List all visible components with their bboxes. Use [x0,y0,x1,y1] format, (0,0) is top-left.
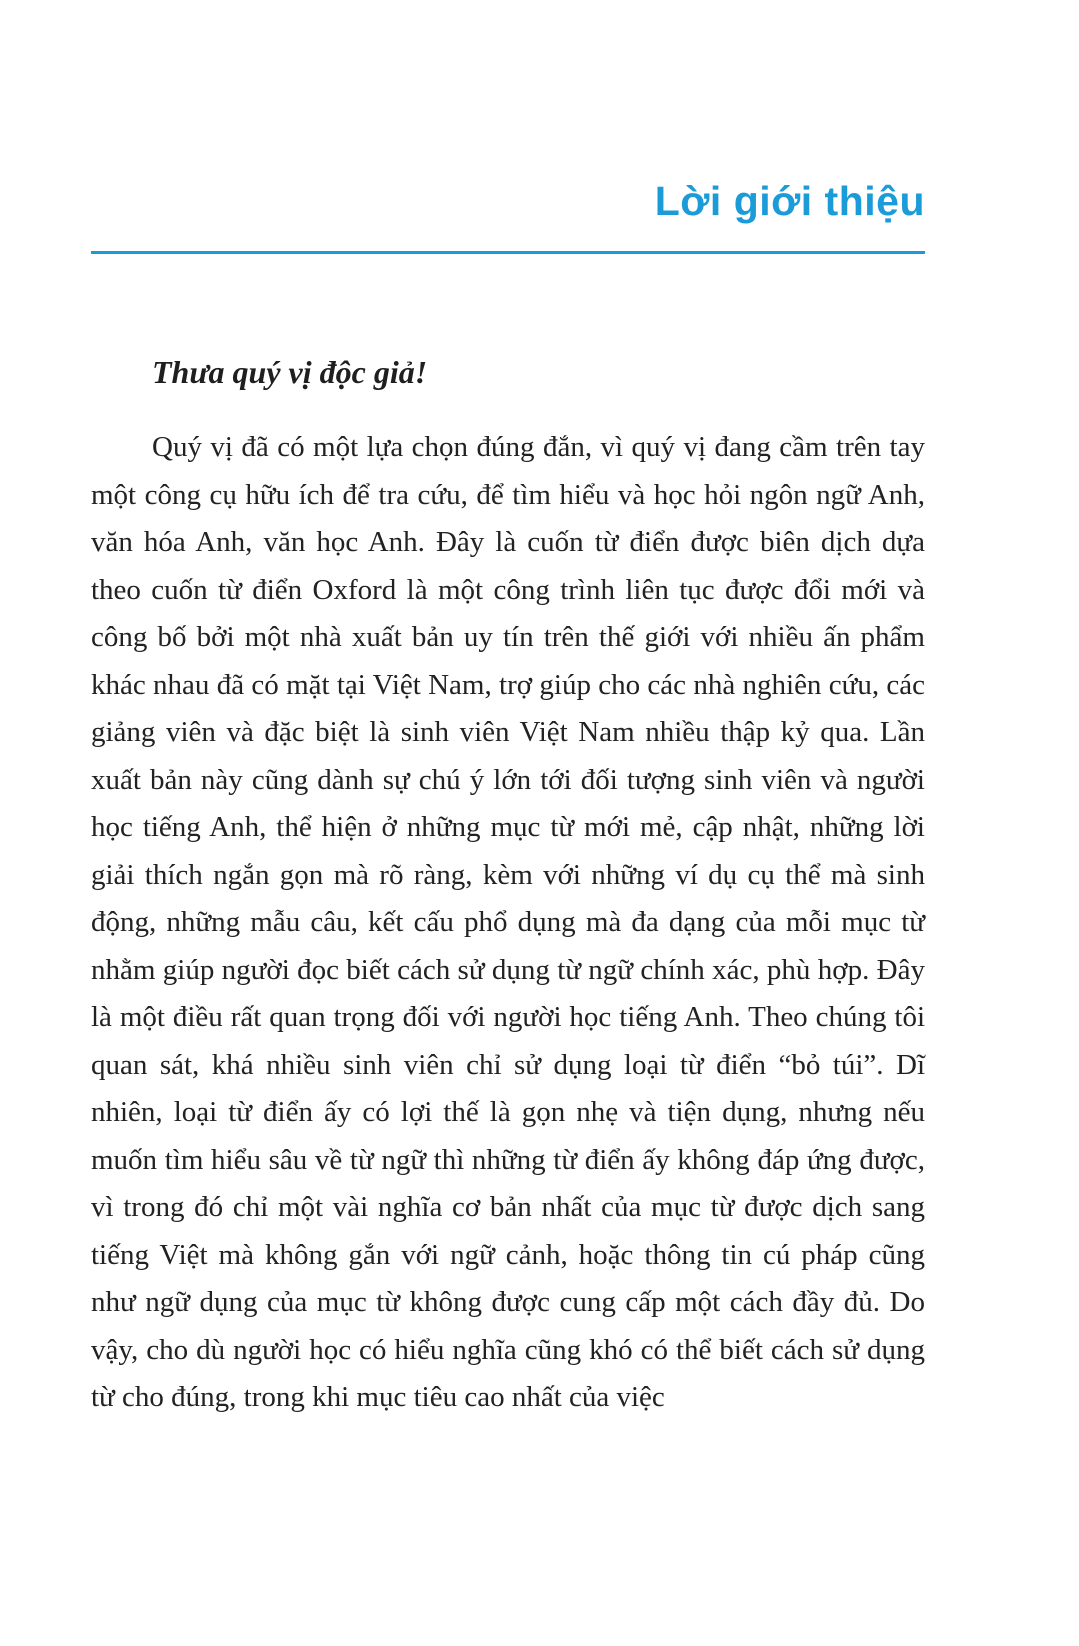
page-content [91,0,925,1451]
body-paragraph: Quý vị đã có một lựa chọn đúng đắn, vì quý vị đang cầm trên tay một công cụ hữu ích để tra cứu, để tìm hiểu và học hỏi ngôn ngữ Anh, văn hóa Anh, văn học Anh. Đây là cuốn từ điển được biên dịch dựa theo cuốn từ điển Oxford là một công trình liên tục được đổi mới và công bố bởi một nhà xuất bản uy tín trên thế giới với nhiều ấn phẩm khác nhau đã có mặt tại Việt Nam, trợ giúp cho các nhà nghiên cứu, các giảng viên và đặc biệt là sinh viên Việt Nam nhiều thập kỷ qua. Lần xuất bản này cũng dành sự chú ý lớn tới đối tượng sinh viên và người học tiếng Anh, thể hiện ở những mục từ mới mẻ, cập nhật, những lời giải thích ngắn gọn mà rõ ràng, kèm với những ví dụ cụ thể mà sinh động, những mẫu câu, kết cấu phổ dụng mà đa dạng của mỗi mục từ nhằm giúp người đọc biết cách sử dụng từ ngữ chính xác, phù hợp. Đây là một điều rất quan trọng đối với người học tiếng Anh. Theo chúng tôi quan sát, khá nhiều sinh viên chỉ sử dụng loại từ điển “bỏ túi”. Dĩ nhiên, loại từ điển ấy có lợi thế là gọn nhẹ và tiện dụng, nhưng nếu muốn tìm hiểu sâu về từ ngữ thì những từ điển ấy không đáp ứng được, vì trong đó chỉ một vài nghĩa cơ bản nhất của mục từ được dịch sang tiếng Việt mà không gắn với ngữ cảnh, hoặc thông tin cú pháp cũng như ngữ dụng của mục từ không được cung cấp một cách đầy đủ. Do vậy, cho dù người học có hiểu nghĩa cũng khó có thể biết cách sử dụng từ cho đúng, trong khi mục tiêu cao nhất của việc [91,431,925,1414]
page-title: Lời giới thiệu [654,178,925,224]
title-divider [91,251,925,254]
salutation: Thưa quý vị độc giả! [152,354,428,391]
